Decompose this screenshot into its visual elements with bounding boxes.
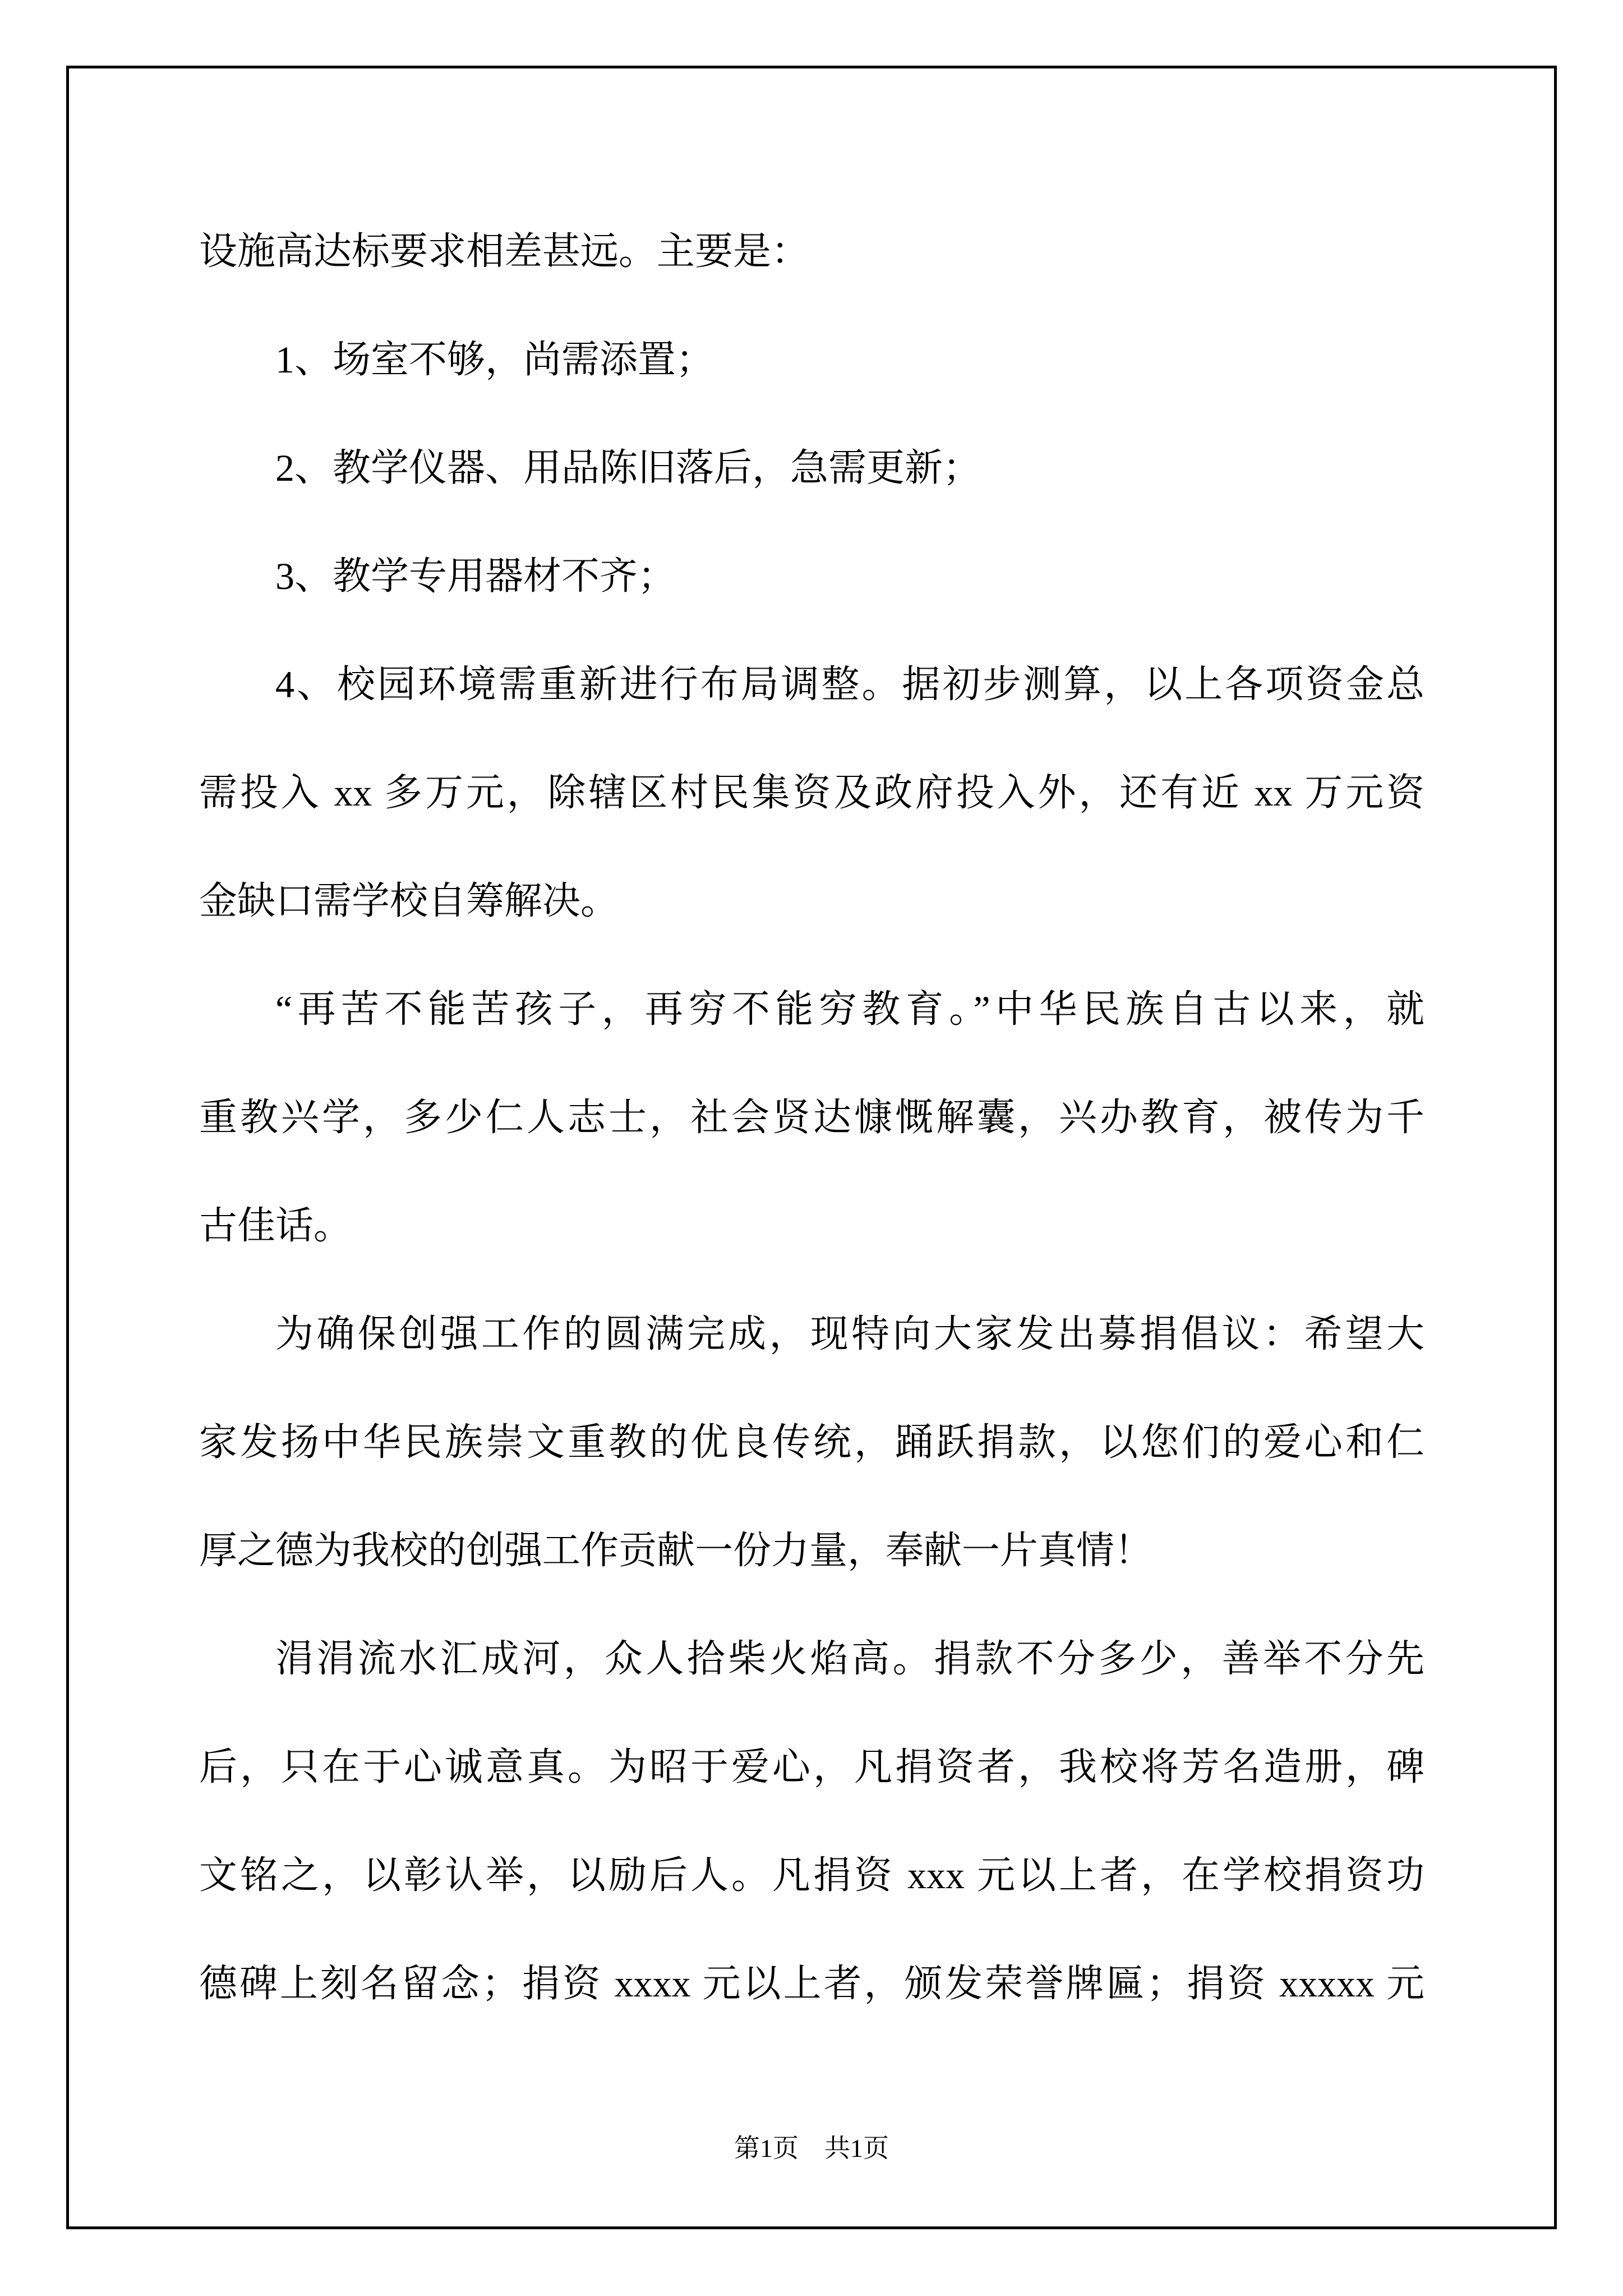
- document-body: [199, 197, 1424, 2038]
- document-line: 后，只在于心诚意真。为昭于爱心，凡捐资者，我校将芳名造册，碑: [199, 1746, 1424, 1788]
- document-line: 金缺口需学校自筹解决。: [199, 880, 619, 922]
- document-line: 设施高达标要求相差甚远。主要是：: [199, 230, 810, 273]
- document-line: 需投入 xx 多万元，除辖区村民集资及政府投入外，还有近 xx 万元资: [199, 771, 1424, 814]
- document-line: “再苦不能苦孩子，再穷不能穷教育。”中华民族自古以来，就: [275, 988, 1424, 1030]
- page-number: 第1页 共1页: [734, 2134, 889, 2162]
- document-line: 重教兴学，多少仁人志士，社会贤达慷慨解囊，兴办教育，被传为千: [199, 1096, 1424, 1139]
- document-line: 为确保创强工作的圆满完成，现特向大家发出募捐倡议：希望大: [275, 1313, 1424, 1355]
- document-line: 文铭之，以彰认举，以励后人。凡捐资 xxx 元以上者，在学校捐资功: [199, 1854, 1424, 1897]
- document-line: 古佳话。: [199, 1204, 352, 1247]
- document-line: 4、校园环境需重新进行布局调整。据初步测算，以上各项资金总: [275, 663, 1424, 706]
- document-line: 厚之德为我校的创强工作贡献一份力量，奉献一片真情！: [199, 1529, 1153, 1572]
- page-footer: [0, 2132, 1623, 2165]
- document-line: 3、教学专用器材不齐；: [275, 555, 676, 597]
- document-line: 德碑上刻名留念；捐资 xxxx 元以上者，颁发荣誉牌匾；捐资 xxxxx 元: [199, 1962, 1424, 2005]
- document-line: 家发扬中华民族崇文重教的优良传统，踊跃捐款，以您们的爱心和仁: [199, 1421, 1424, 1464]
- document-line: 1、场室不够，尚需添置；: [275, 338, 714, 381]
- document-line: 涓涓流水汇成河，众人拾柴火焰高。捐款不分多少，善举不分先: [275, 1637, 1424, 1680]
- document-line: 2、教学仪器、用品陈旧落后，急需更新；: [275, 447, 981, 489]
